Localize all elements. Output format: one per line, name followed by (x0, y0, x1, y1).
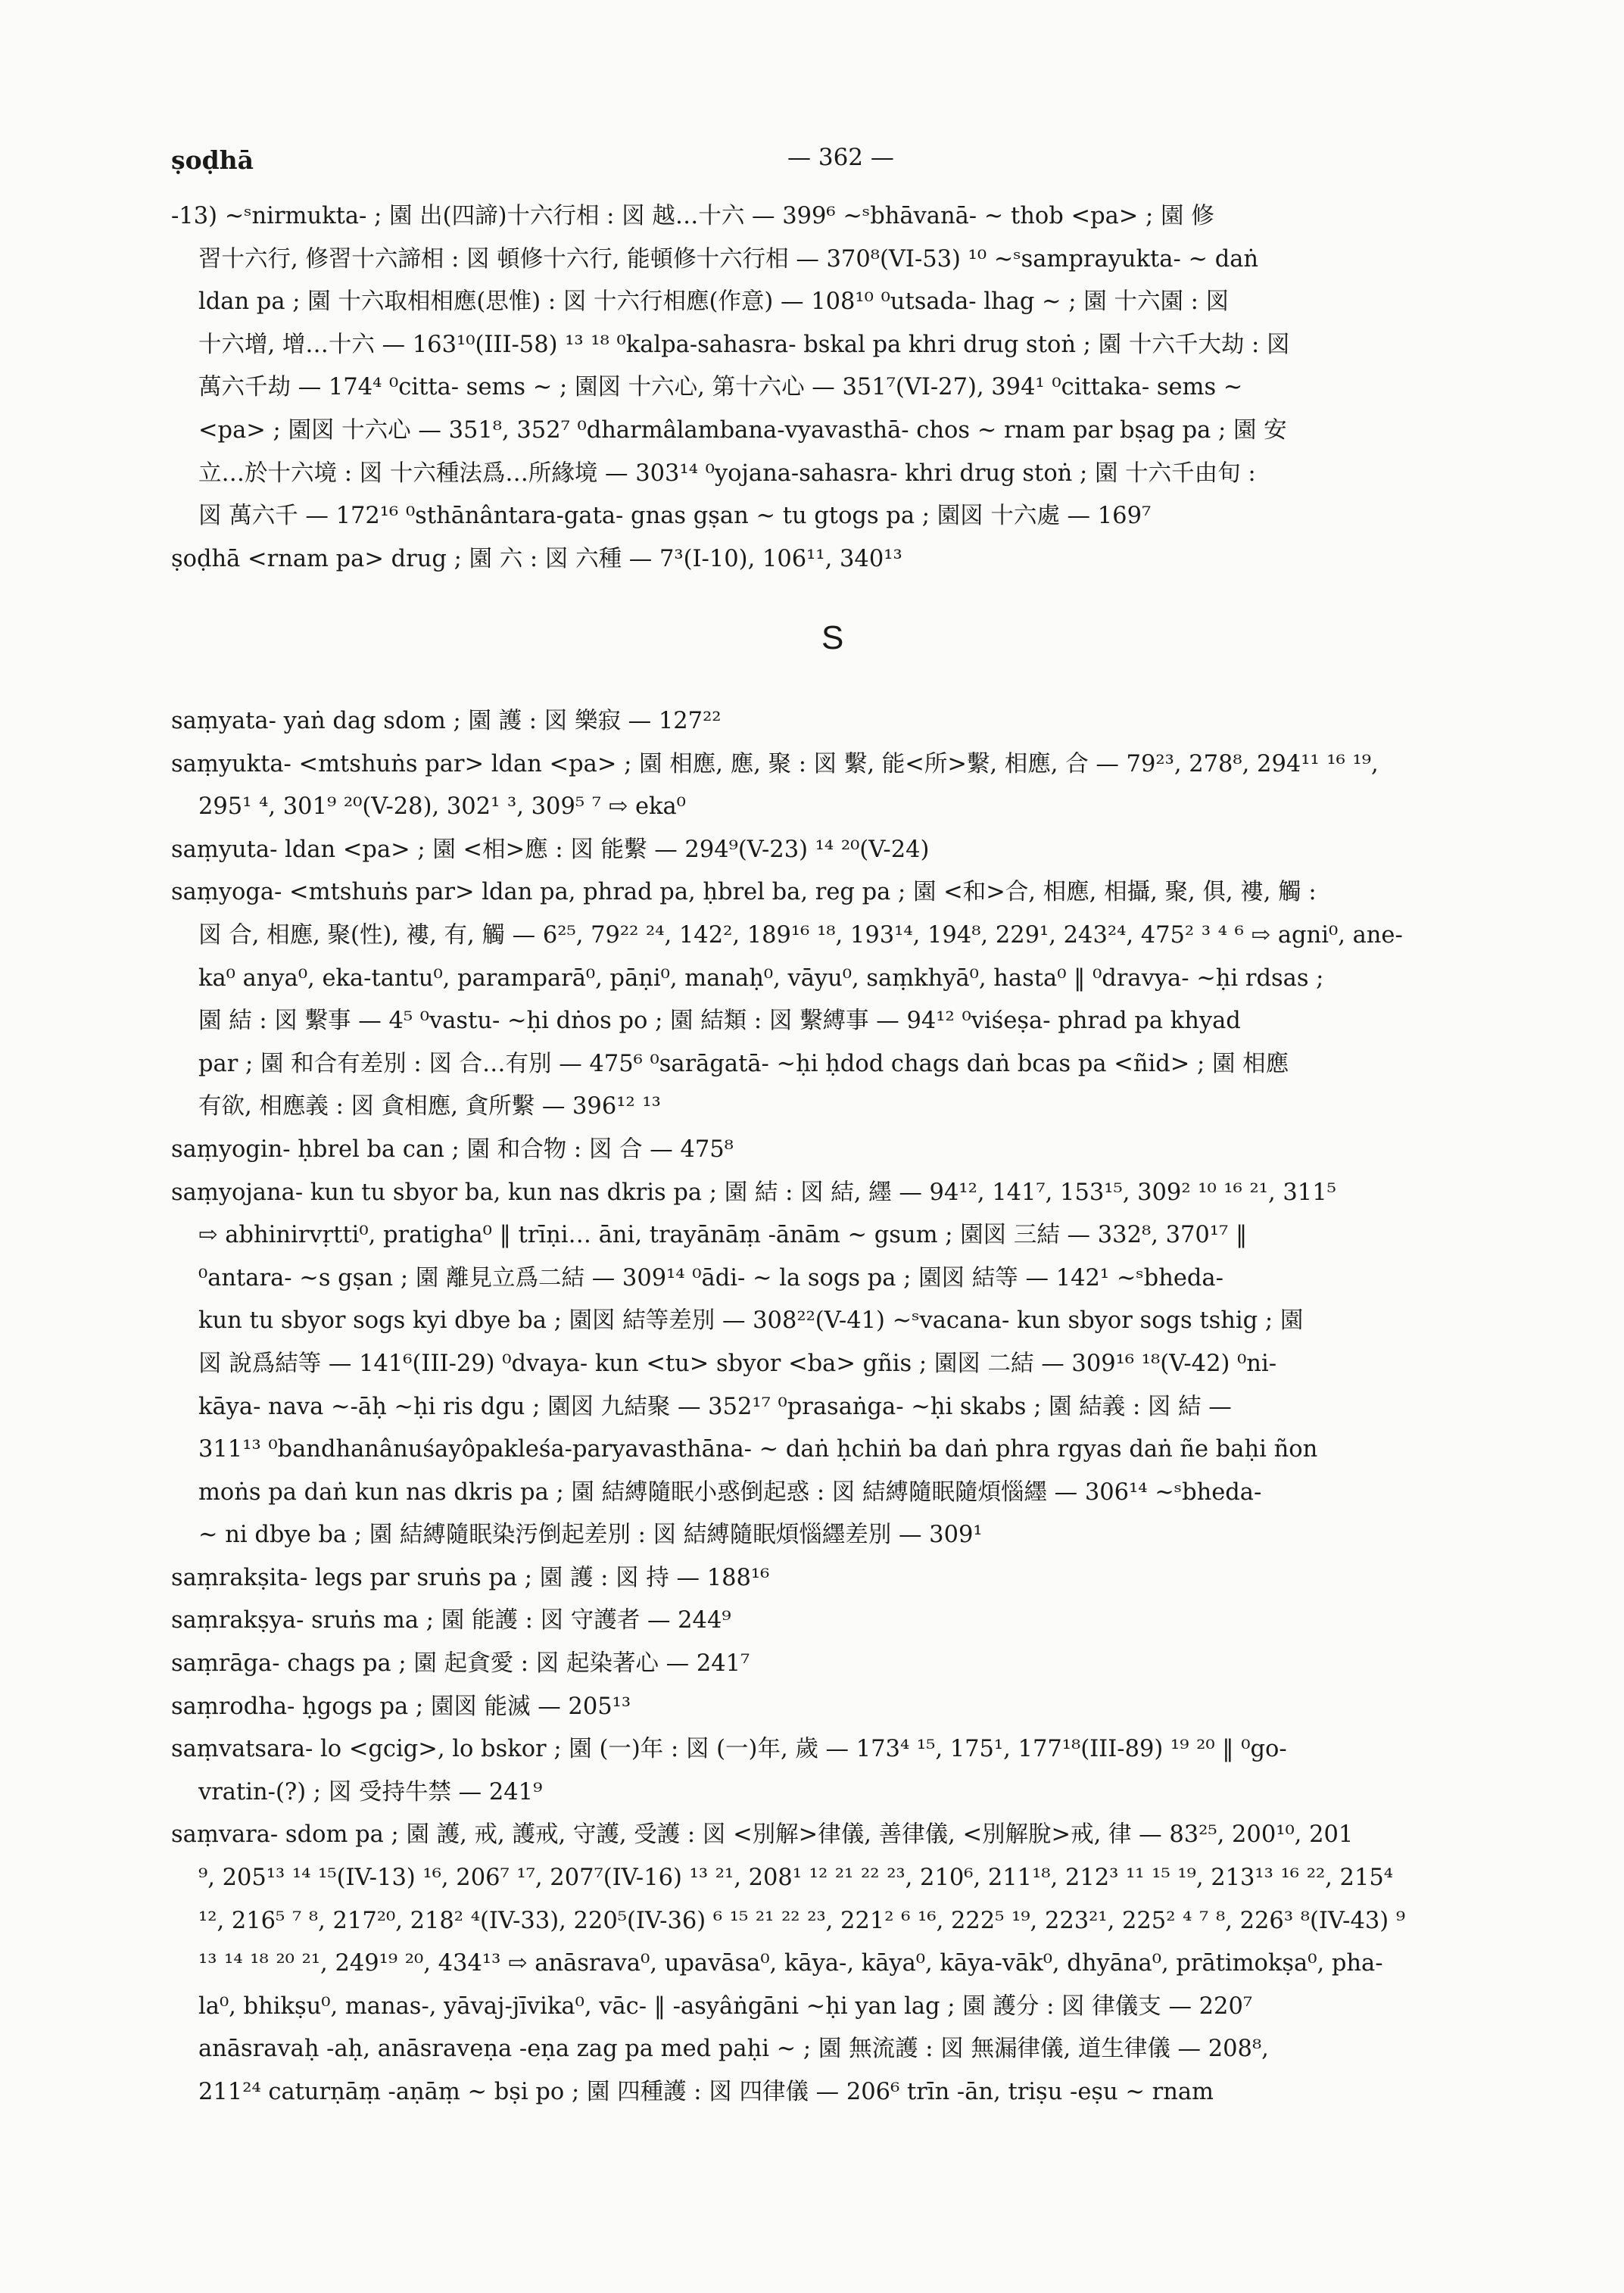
text-line: -13) ~ˢnirmukta- ; 園 出(四諦)十六行相 : 図 越…十六 — 399⁶ ~ˢbhāvanā- ~ thob <pa> ; 園 修 (171, 203, 1214, 229)
entry-line: saṃvatsara- lo <gcig>, lo bskor ; 園 (一)年 : 図 (一)年, 歲 — 173⁴ ¹⁵, 175¹, 177¹⁸(III-89) ¹⁹ ²⁰ ‖ ⁰go- (171, 1736, 1287, 1763)
section-letter: S (821, 619, 844, 656)
entry-line: ṣoḍhā <rnam pa> drug ; 園 六 : 図 六種 — 7³(I-10), 106¹¹, 340¹³ (171, 545, 902, 572)
text-line: 十六增, 增…十六 — 163¹⁰(III-58) ¹³ ¹⁸ ⁰kalpa-sahasra- bskal pa khri drug stoṅ ; 園 十六千大劫 : 図 (198, 331, 1290, 358)
entry-line: saṃrodha- ḥgogs pa ; 園図 能滅 — 205¹³ (171, 1693, 631, 1720)
text-line: vratin-(?) ; 図 受持牛禁 — 241⁹ (198, 1778, 543, 1805)
text-line: 図 萬六千 — 172¹⁶ ⁰sthānântara-gata- gnas gṣan ~ tu gtogs pa ; 園図 十六處 — 169⁷ (198, 503, 1152, 530)
text-line: kun tu sbyor sogs kyi dbye ba ; 園図 結等差別 — 308²²(V-41) ~ˢvacana- kun sbyor sogs tshig ; 園 (198, 1307, 1304, 1335)
text-line: 有欲, 相應義 : 図 貪相應, 貪所繫 — 396¹² ¹³ (198, 1093, 661, 1120)
text-line: 萬六千劫 — 174⁴ ⁰citta- sems ~ ; 園図 十六心, 第十六心 — 351⁷(VI-27), 394¹ ⁰cittaka- sems ~ (198, 374, 1243, 401)
entry-line: saṃyata- yaṅ dag sdom ; 園 護 : 図 樂寂 — 127²² (171, 708, 722, 734)
text-line: la⁰, bhikṣu⁰, manas-, yāvaj-jīvika⁰, vāc- ‖ -asyâṅgāni ~ḥi yan lag ; 園 護分 : 図 律儀支 — 220⁷ (198, 1992, 1253, 2020)
entry-line: saṃyuta- ldan <pa> ; 園 <相>應 : 図 能繫 — 294⁹(V-23) ¹⁴ ²⁰(V-24) (171, 836, 930, 863)
running-head: ṣoḍhā (171, 145, 254, 175)
text-line: ⇨ abhinirvṛtti⁰, pratigha⁰ ‖ trīṇi… āni, trayānāṃ -ānām ~ gsum ; 園図 三結 — 332⁸, 370¹⁷ ‖ (198, 1222, 1248, 1249)
text-line: anāsravaḥ -aḥ, anāsraveṇa -eṇa zag pa med paḥi ~ ; 園 無流護 : 図 無漏律儀, 道生律儀 — 208⁸, (198, 2036, 1269, 2063)
text-line: 311¹³ ⁰bandhanânuśayôpakleśa-paryavasthāna- ~ daṅ ḥchiṅ ba daṅ phra rgyas daṅ ñe baḥi ñon (198, 1436, 1318, 1463)
text-line: ldan pa ; 園 十六取相相應(思惟) : 図 十六行相應(作意) — 108¹⁰ ⁰utsada- lhag ~ ; 園 十六園 : 図 (198, 288, 1230, 316)
text-line: ¹³ ¹⁴ ¹⁸ ²⁰ ²¹, 249¹⁹ ²⁰, 434¹³ ⇨ anāsrava⁰, upavāsa⁰, kāya-, kāya⁰, kāya-vāk⁰, dhyāna⁰, prātimokṣa⁰, pha- (198, 1950, 1383, 1977)
text-line: ⁹, 205¹³ ¹⁴ ¹⁵(IV-13) ¹⁶, 206⁷ ¹⁷, 207⁷(IV-16) ¹³ ²¹, 208¹ ¹² ²¹ ²² ²³, 210⁶, 211¹⁸, 212³ ¹¹ ¹⁵ ¹⁹, 213¹³ ¹⁶ ²², 215⁴ (198, 1865, 1394, 1892)
entry-line: saṃvara- sdom pa ; 園 護, 戒, 護戒, 守護, 受護 : 図 <別解>律儀, 善律儀, <別解脫>戒, 律 — 83²⁵, 200¹⁰, 201 (171, 1821, 1354, 1849)
text-line: 図 合, 相應, 聚(性), 褸, 有, 觸 — 6²⁵, 79²² ²⁴, 142², 189¹⁶ ¹⁸, 193¹⁴, 194⁸, 229¹, 243²⁴, 475² ³ ⁴ ⁶ ⇨ agni⁰, ane- (198, 921, 1403, 949)
text-line: 園 結 : 図 繫事 — 4⁵ ⁰vastu- ~ḥi dṅos po ; 園 結類 : 図 繫縛事 — 94¹² ⁰viśeṣa- phrad pa khyad (198, 1008, 1241, 1035)
text-line: <pa> ; 園図 十六心 — 351⁸, 352⁷ ⁰dharmâlambana-vyavasthā- chos ~ rnam par bṣag pa ; 園 安 (198, 416, 1287, 444)
text-line: 立…於十六境 : 図 十六種法爲…所緣境 — 303¹⁴ ⁰yojana-sahasra- khri drug stoṅ ; 園 十六千由旬 : (198, 460, 1256, 487)
text-line: ~ ni dbye ba ; 園 結縛隨眠染汚倒起差別 : 図 結縛隨眠煩惱纆差別 — 309¹ (198, 1522, 983, 1549)
entry-line: saṃyojana- kun tu sbyor ba, kun nas dkris pa ; 園 結 : 図 結, 纆 — 94¹², 141⁷, 153¹⁵, 309² ¹⁰ ¹⁶ ²¹, 311⁵ (171, 1179, 1336, 1206)
text-line: 習十六行, 修習十六諦相 : 図 頓修十六行, 能頓修十六行相 — 370⁸(VI-53) ¹⁰ ~ˢsamprayukta- ~ daṅ (198, 245, 1259, 273)
entries-block (171, 700, 1511, 2114)
text-line: ⁰antara- ~s gṣan ; 園 離見立爲二結 — 309¹⁴ ⁰ādi- ~ la sogs pa ; 園図 結等 — 142¹ ~ˢbheda- (198, 1264, 1223, 1291)
text-line: ¹², 216⁵ ⁷ ⁸, 217²⁰, 218² ⁴(IV-33), 220⁵(IV-36) ⁶ ¹⁵ ²¹ ²² ²³, 221² ⁶ ¹⁶, 222⁵ ¹⁹, 223²¹, 225² ⁴ ⁷ ⁸, 226³ ⁸(IV-43) ⁹ (198, 1907, 1406, 1934)
entry-line: saṃrakṣita- legs par sruṅs pa ; 園 護 : 図 持 — 188¹⁶ (171, 1564, 770, 1591)
text-line: ka⁰ anya⁰, eka-tantu⁰, paramparā⁰, pāṇi⁰, manaḥ⁰, vāyu⁰, saṃkhyā⁰, hasta⁰ ‖ ⁰dravya- ~ḥi rdsas ; (198, 964, 1324, 992)
page-number: — 362 — (787, 144, 894, 171)
entry-line: saṃyukta- <mtshuṅs par> ldan <pa> ; 園 相應, 應, 聚 : 図 繫, 能<所>繫, 相應, 合 — 79²³, 278⁸, 294¹¹ ¹⁶ ¹⁹, (171, 750, 1379, 777)
text-line: 211²⁴ caturṇāṃ -aṇāṃ ~ bṣi po ; 園 四種護 : 図 四律儀 — 206⁶ trīn -ān, triṣu -eṣu ~ rnam (198, 2079, 1214, 2105)
continued-entry-block (171, 195, 1511, 581)
entry-line: saṃyoga- <mtshuṅs par> ldan pa, phrad pa, ḥbrel ba, reg pa ; 園 <和>合, 相應, 相攝, 聚, 俱, 褸, 觸 : (171, 879, 1317, 906)
entry-line: saṃrāga- chags pa ; 園 起貪愛 : 図 起染著心 — 241⁷ (171, 1650, 750, 1678)
entry-line: saṃyogin- ḥbrel ba can ; 園 和合物 : 図 合 — 475⁸ (171, 1136, 734, 1163)
text-line: kāya- nava ~-āḥ ~ḥi ris dgu ; 園図 九結聚 — 352¹⁷ ⁰prasaṅga- ~ḥi skabs ; 園 結義 : 図 結 — (198, 1393, 1232, 1420)
entry-line: saṃrakṣya- sruṅs ma ; 園 能護 : 図 守護者 — 244⁹ (171, 1607, 731, 1634)
text-line: moṅs pa daṅ kun nas dkris pa ; 園 結縛隨眠小惑倒起惑 : 図 結縛隨眠隨煩惱纆 — 306¹⁴ ~ˢbheda- (198, 1478, 1262, 1506)
text-line: par ; 園 和合有差別 : 図 合…有別 — 475⁶ ⁰sarāgatā- ~ḥi ḥdod chags daṅ bcas pa <ñid> ; 園 相應 (198, 1050, 1289, 1077)
text-line: 295¹ ⁴, 301⁹ ²⁰(V-28), 302¹ ³, 309⁵ ⁷ ⇨ eka⁰ (198, 793, 686, 821)
text-line: 図 說爲結等 — 141⁶(III-29) ⁰dvaya- kun <tu> sbyor <ba> gñis ; 園図 二結 — 309¹⁶ ¹⁸(V-42) ⁰ni- (198, 1350, 1276, 1377)
